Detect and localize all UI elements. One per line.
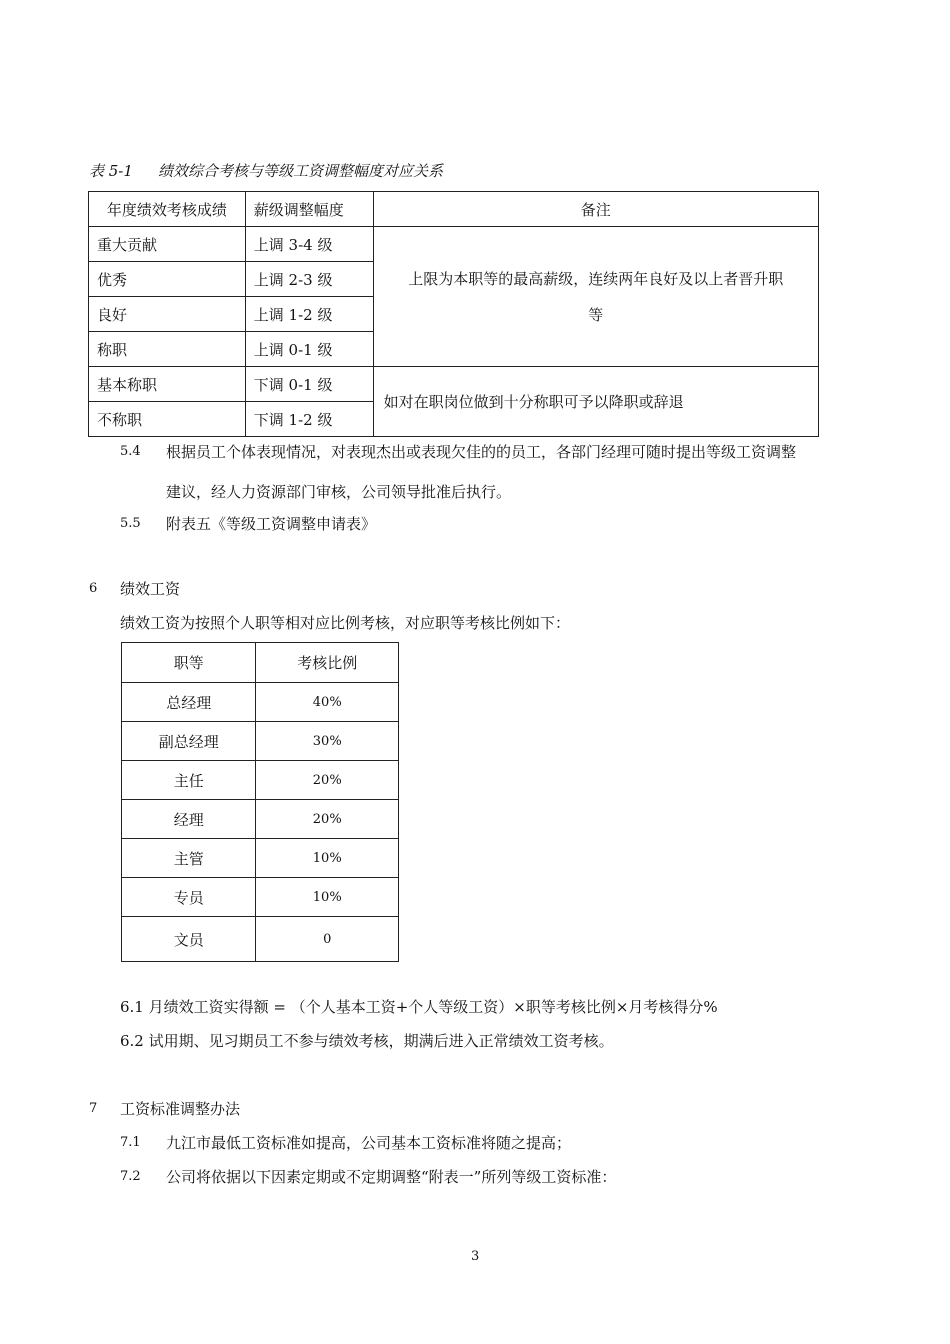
section-7-title: 工资标准调整办法 [120, 1100, 241, 1118]
section-7-2-number: 7.2 [120, 1169, 141, 1184]
table-cell: 称职 [89, 332, 246, 367]
table-cell: 总经理 [122, 683, 256, 722]
table-cell: 主任 [122, 761, 256, 800]
performance-ratio-table [121, 642, 399, 962]
section-6-1: 6.1 月绩效工资实得额 = （个人基本工资+个人等级工资）×职等考核比例×月考核得分% [120, 998, 718, 1016]
table-cell: 上调 3-4 级 [245, 227, 373, 262]
table-cell: 副总经理 [122, 722, 256, 761]
table1-header-note: 备注 [373, 192, 818, 227]
table-cell: 下调 0-1 级 [245, 367, 373, 402]
table1-caption-title: 绩效综合考核与等级工资调整幅度对应关系 [158, 162, 444, 180]
table1-note-lower: 如对在职岗位做到十分称职可予以降职或辞退 [373, 367, 818, 437]
section-7-number: 7 [89, 1101, 98, 1116]
section-7-1-number: 7.1 [120, 1135, 141, 1150]
table1-caption-number: 表 5-1 [89, 162, 133, 180]
grade-adjustment-table [88, 191, 819, 437]
section-6-intro: 绩效工资为按照个人职等相对应比例考核，对应职等考核比例如下： [120, 614, 571, 632]
table-cell: 优秀 [89, 262, 246, 297]
table-cell: 下调 1-2 级 [245, 402, 373, 437]
table1-note-upper [373, 227, 818, 367]
table-cell: 文员 [122, 917, 256, 962]
table-cell: 重大贡献 [89, 227, 246, 262]
table-cell: 上调 1-2 级 [245, 297, 373, 332]
table-cell: 主管 [122, 839, 256, 878]
page-number: 3 [471, 1249, 480, 1264]
section-5-5-number: 5.5 [120, 516, 141, 531]
section-6-2: 6.2 试用期、见习期员工不参与绩效考核，期满后进入正常绩效工资考核。 [120, 1032, 614, 1050]
section-7-2-text: 公司将依据以下因素定期或不定期调整“附表一”所列等级工资标准： [166, 1168, 617, 1186]
table-cell: 10% [256, 839, 399, 878]
table2-header-level: 职等 [122, 643, 256, 683]
table1-header-grade: 年度绩效考核成绩 [89, 192, 246, 227]
section-5-4-number: 5.4 [120, 444, 141, 459]
table-cell: 良好 [89, 297, 246, 332]
table-cell: 上调 2-3 级 [245, 262, 373, 297]
section-5-4-line2: 建议，经人力资源部门审核，公司领导批准后执行。 [166, 483, 512, 501]
table-cell: 20% [256, 800, 399, 839]
table-cell: 0 [256, 917, 399, 962]
section-7-1-text: 九江市最低工资标准如提高，公司基本工资标准将随之提高； [166, 1134, 572, 1152]
note-upper-line2: 等 [588, 305, 604, 324]
table-cell: 经理 [122, 800, 256, 839]
table-cell: 不称职 [89, 402, 246, 437]
table-cell: 专员 [122, 878, 256, 917]
note-upper-line1: 上限为本职等的最高薪级，连续两年良好及以上者晋升职 [408, 269, 784, 288]
table-cell: 10% [256, 878, 399, 917]
table-cell: 上调 0-1 级 [245, 332, 373, 367]
section-6-title: 绩效工资 [120, 580, 181, 598]
section-6-number: 6 [89, 581, 98, 596]
section-5-5-text: 附表五《等级工资调整申请表》 [166, 515, 377, 533]
table2-header-ratio: 考核比例 [256, 643, 399, 683]
table-cell: 30% [256, 722, 399, 761]
table-cell: 基本称职 [89, 367, 246, 402]
table-cell: 20% [256, 761, 399, 800]
section-5-4-line1: 根据员工个体表现情况，对表现杰出或表现欠佳的的员工，各部门经理可随时提出等级工资调整 [166, 443, 797, 461]
table-cell: 40% [256, 683, 399, 722]
table1-header-adjust: 薪级调整幅度 [245, 192, 373, 227]
